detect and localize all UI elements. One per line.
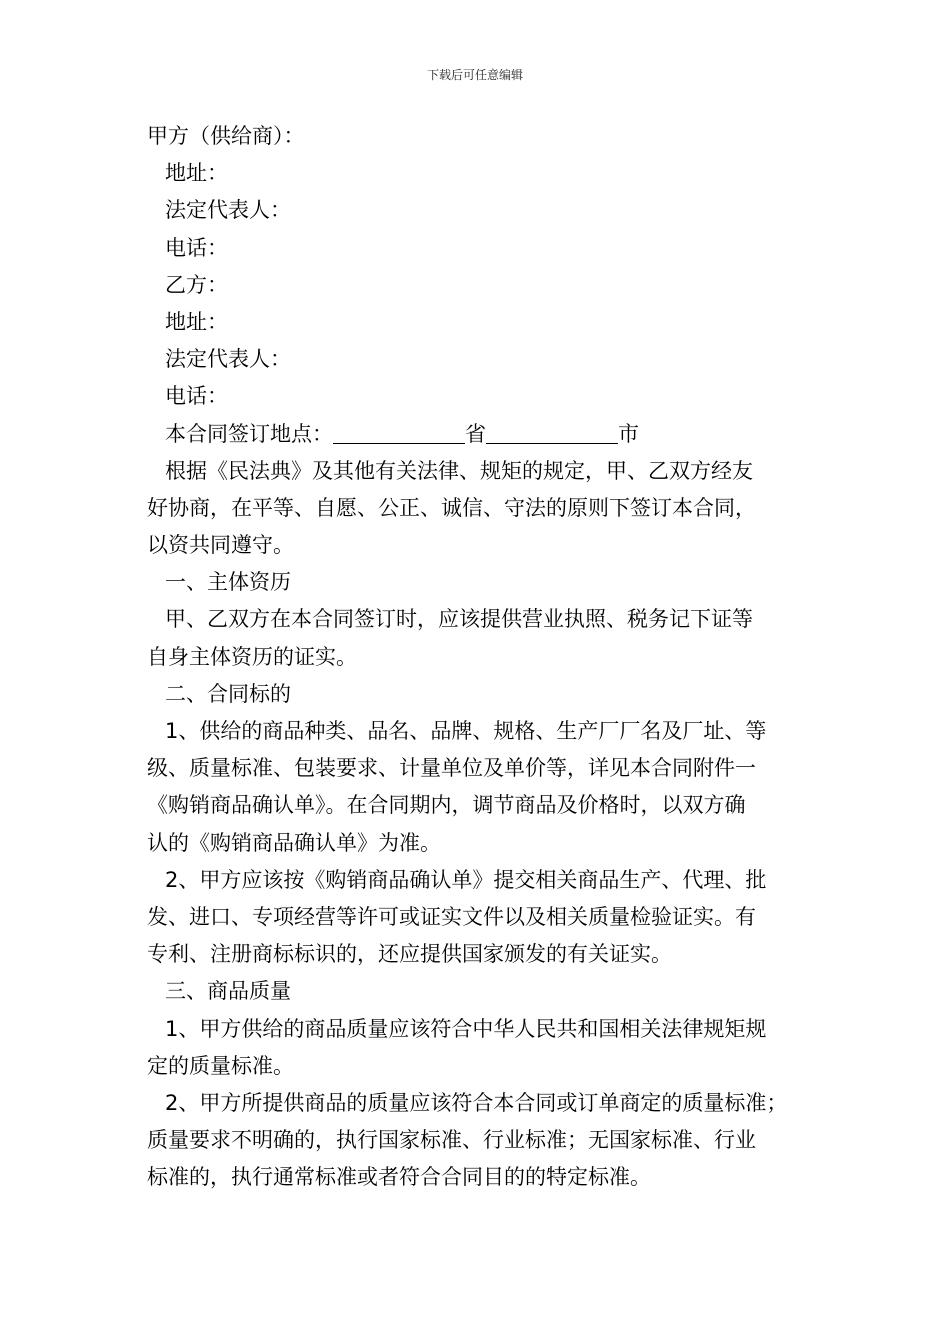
signing-place-line xyxy=(147,416,817,453)
section2-item1-line: 认的《购销商品确认单》为准。 xyxy=(147,830,441,855)
signing-place-label: 本合同签订地点： xyxy=(165,421,333,446)
section3-item1-line: 1、甲方供给的商品质量应该符合中华人民共和国相关法律规矩规 xyxy=(165,1016,767,1041)
section3-item2-line: 2、甲方所提供商品的质量应该符合本合同或订单商定的质量标准； xyxy=(165,1090,788,1115)
party-a-address: 地址： xyxy=(165,161,228,186)
party-b-phone: 电话： xyxy=(165,384,228,409)
contract-body xyxy=(147,118,817,1196)
section2-heading: 二、合同标的 xyxy=(165,681,291,706)
party-a-phone: 电话： xyxy=(165,235,228,260)
party-a-legal-rep: 法定代表人： xyxy=(165,198,291,223)
section2-item2-line: 2、甲方应该按《购销商品确认单》提交相关商品生产、代理、批 xyxy=(165,867,767,892)
section2-item1-line: 《购销商品确认单》。在合同期内，调节商品及价格时，以双方确 xyxy=(147,793,746,818)
section1-heading: 一、主体资历 xyxy=(165,570,291,595)
party-b-title: 乙方： xyxy=(165,272,228,297)
page-header-note: 下载后可任意编辑 xyxy=(426,68,523,82)
section3-item2-line: 标准的，执行通常标准或者符合合同目的的特定标准。 xyxy=(147,1165,651,1190)
section2-item2-line: 专利、注册商标标识的，还应提供国家颁发的有关证实。 xyxy=(147,942,672,967)
section3-item1-line: 定的质量标准。 xyxy=(147,1053,294,1078)
preamble-line: 好协商，在平等、自愿、公正、诚信、守法的原则下签订本合同， xyxy=(147,495,756,520)
preamble-line: 根据《民法典》及其他有关法律、规矩的规定，甲、乙双方经友 xyxy=(165,458,753,483)
section2-item1-line: 级、质量标准、包装要求、计量单位及单价等，详见本合同附件一 xyxy=(147,756,756,781)
section1-para-line: 甲、乙双方在本合同签订时，应该提供营业执照、税务记下证等 xyxy=(165,607,753,632)
section2-item1-line: 1、供给的商品种类、品名、品牌、规格、生产厂厂名及厂址、等 xyxy=(165,719,767,743)
section1-para-line: 自身主体资历的证实。 xyxy=(147,644,357,669)
party-b-legal-rep: 法定代表人： xyxy=(165,347,291,372)
city-label: 市 xyxy=(618,421,639,446)
section3-heading: 三、商品质量 xyxy=(165,979,291,1004)
party-a-title: 甲方（供给商）： xyxy=(147,124,305,148)
section3-item2-line: 质量要求不明确的，执行国家标准、行业标准；无国家标准、行业 xyxy=(147,1128,756,1153)
province-label: 省 xyxy=(465,421,486,446)
section2-item2-line: 发、进口、专项经营等许可或证实文件以及相关质量检验证实。有 xyxy=(147,904,756,929)
preamble-line: 以资共同遵守。 xyxy=(147,533,294,558)
city-blank xyxy=(486,421,618,444)
party-b-address: 地址： xyxy=(165,309,228,334)
province-blank xyxy=(333,421,465,444)
